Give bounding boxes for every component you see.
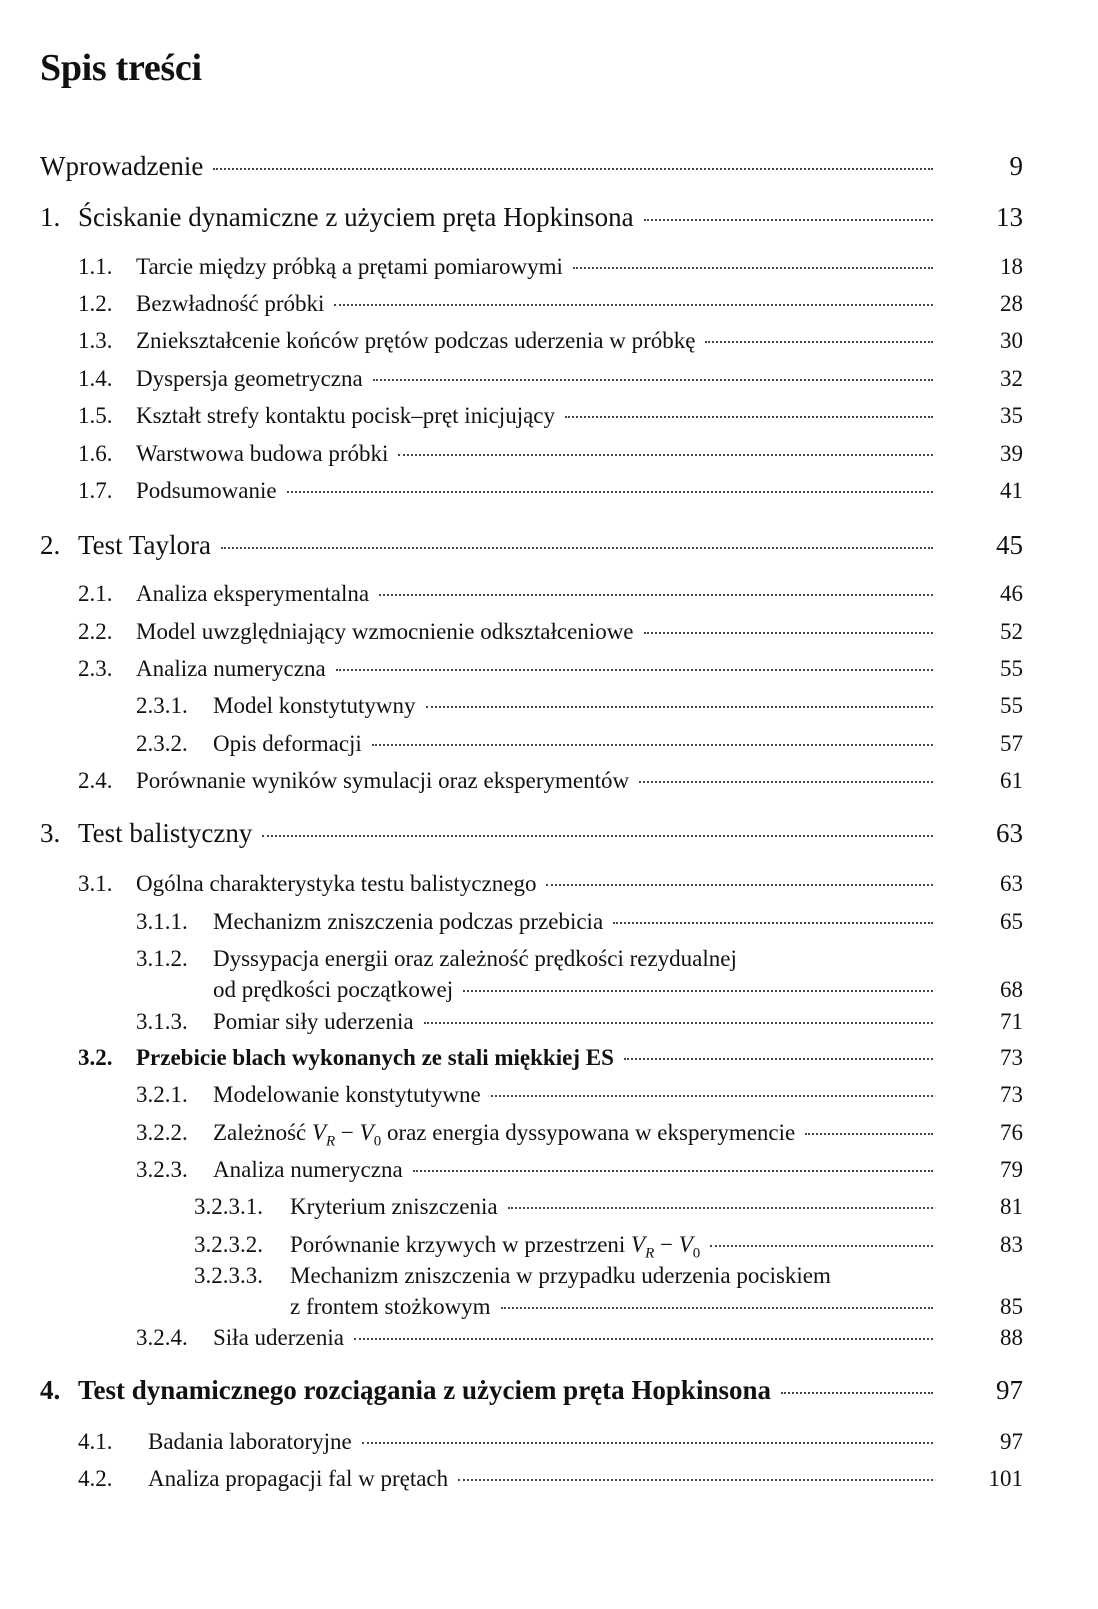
toc-entry-title: Przebicie blach wykonanych ze stali miękkiej ES: [136, 1045, 614, 1070]
toc-page-number: 32: [1000, 366, 1023, 391]
toc-page-number: 83: [1000, 1232, 1023, 1257]
toc-entry-title-text: Zależność: [213, 1120, 312, 1145]
toc-entry-title: Zniekształcenie końców prętów podczas uderzenia w próbkę: [136, 328, 696, 353]
formula-v-0: V: [678, 1232, 693, 1257]
toc-entry-number: 1.: [40, 202, 61, 232]
toc-entry-number: 1.4.: [78, 366, 113, 391]
toc-entry-title: Test balistyczny: [78, 818, 253, 848]
toc-entry-title: Opis deformacji: [213, 731, 362, 756]
toc-entry-title: Ściskanie dynamiczne z użyciem pręta Hopkinsona: [78, 202, 634, 232]
toc-page-number: 101: [988, 1466, 1023, 1491]
toc-entry-number: 3.2.2.: [136, 1120, 188, 1145]
page-title: Spis treści: [40, 47, 202, 89]
toc-page-number: 39: [1000, 441, 1023, 466]
toc-entry-number: 1.7.: [78, 478, 113, 503]
toc-entry-title: Porównanie wyników symulacji oraz eksperymentów: [136, 768, 630, 793]
toc-entry-title: Analiza propagacji fal w prętach: [148, 1466, 449, 1491]
toc-entry-title: Wprowadzenie: [40, 151, 204, 181]
toc-entry-number: 1.6.: [78, 441, 113, 466]
toc-entry-number: 4.2.: [78, 1466, 113, 1491]
toc-entry-number: 3.2.3.3.: [194, 1263, 263, 1288]
formula-v-0-sub: 0: [373, 1133, 382, 1150]
toc-entry-number: 2.4.: [78, 768, 113, 793]
toc-page-number: 73: [1000, 1082, 1023, 1107]
toc-page-number: 9: [1009, 151, 1023, 181]
toc-entry-number: 1.3.: [78, 328, 113, 353]
toc-entry-title: Kształt strefy kontaktu pocisk–pręt inicjujący: [136, 403, 555, 428]
toc-page-number: 28: [1000, 291, 1023, 316]
formula-v-r: V: [631, 1232, 646, 1257]
formula-v-0: V: [359, 1120, 374, 1145]
toc-page-number: 88: [1000, 1325, 1023, 1350]
toc-page-number: 55: [1000, 693, 1023, 718]
formula-minus: −: [335, 1120, 360, 1145]
toc-entry-title-text: oraz energia dyssypowana w eksperymencie: [381, 1120, 796, 1145]
toc-entry-title: Warstwowa budowa próbki: [136, 441, 389, 466]
toc-entry-number: 3.1.1.: [136, 909, 188, 934]
toc-page-number: 41: [1000, 478, 1023, 503]
toc-entry-title: Modelowanie konstytutywne: [213, 1082, 481, 1107]
toc-entry-number: 1.2.: [78, 291, 113, 316]
formula-minus: −: [654, 1232, 679, 1257]
toc-page-number: 71: [1000, 1009, 1023, 1034]
toc-entry-number: 3.1.2.: [136, 946, 188, 971]
toc-entry-title: Model uwzględniający wzmocnienie odkształceniowe: [136, 619, 634, 644]
toc-entry-title: Kryterium zniszczenia: [290, 1194, 498, 1219]
toc-entry-number: 4.1.: [78, 1429, 113, 1454]
toc-page-number: 97: [996, 1375, 1023, 1405]
toc-page-number: 18: [1000, 254, 1023, 279]
formula-v-0-sub: 0: [692, 1245, 701, 1262]
toc-entry-title: Mechanizm zniszczenia w przypadku uderzenia pociskiem: [290, 1263, 831, 1288]
toc-entry-title: Model konstytutywny: [213, 693, 416, 718]
toc-entry-title: Pomiar siły uderzenia: [213, 1009, 414, 1034]
toc-entry-number: 1.1.: [78, 254, 113, 279]
toc-page-number: 45: [996, 530, 1023, 560]
toc-entry-number: 1.5.: [78, 403, 113, 428]
toc-page-number: 63: [996, 818, 1023, 848]
toc-page-number: 61: [1000, 768, 1023, 793]
toc-entry-title: Podsumowanie: [136, 478, 277, 503]
toc-entry-number: 3.1.3.: [136, 1009, 188, 1034]
toc-page-number: 81: [1000, 1194, 1023, 1219]
toc-page-number: 52: [1000, 619, 1023, 644]
toc-entry-title-text: Porównanie krzywych w przestrzeni: [290, 1232, 632, 1257]
toc-page-number: 79: [1000, 1157, 1023, 1182]
toc-page-number: 57: [1000, 731, 1023, 756]
toc-entry-number: 2.: [40, 530, 61, 560]
toc-entry-title: Tarcie między próbką a prętami pomiarowymi: [136, 254, 563, 279]
toc-entry-number: 3.2.4.: [136, 1325, 188, 1350]
formula-v-r: V: [311, 1120, 327, 1145]
toc-page-number: 76: [1000, 1120, 1023, 1145]
toc-entry-number: 2.2.: [78, 619, 113, 644]
toc-entry-title: Analiza numeryczna: [136, 656, 326, 681]
toc-page-number: 97: [1000, 1429, 1023, 1454]
toc-entry-number: 3.2.: [78, 1045, 113, 1070]
toc-page-number: 13: [996, 202, 1023, 232]
toc-page-number: 63: [1000, 871, 1023, 896]
toc-entry-title: Mechanizm zniszczenia podczas przebicia: [213, 909, 604, 934]
toc-entry-title: Dyspersja geometryczna: [136, 366, 363, 391]
toc-entry-number: 3.2.3.1.: [194, 1194, 263, 1219]
formula-v-r-sub: R: [645, 1245, 655, 1262]
toc-entry-number: 3.2.3.2.: [194, 1232, 263, 1257]
toc-entry[interactable]: [136, 946, 737, 972]
toc-page-number: 68: [1000, 977, 1023, 1002]
toc-entry-title: Test dynamicznego rozciągania z użyciem pręta Hopkinsona: [78, 1375, 771, 1405]
toc-entry-title: Bezwładność próbki: [136, 291, 325, 316]
toc-entry-title: Dyssypacja energii oraz zależność prędkości rezydualnej: [213, 946, 737, 971]
toc-entry-number: 3.: [40, 818, 61, 848]
toc-page-number: 30: [1000, 328, 1023, 353]
toc-entry-title: Analiza eksperymentalna: [136, 581, 370, 606]
toc-entry-number: 2.3.2.: [136, 731, 188, 756]
toc-entry-title-continued: od prędkości początkowej: [213, 977, 454, 1002]
toc-entry-title: Siła uderzenia: [213, 1325, 344, 1350]
formula-v-r-sub: R: [326, 1133, 336, 1150]
toc-entry-title: Ogólna charakterystyka testu balistycznego: [136, 871, 537, 896]
toc-entry-title-continued: z frontem stożkowym: [290, 1294, 491, 1319]
toc-entry-number: 3.1.: [78, 871, 113, 896]
toc-page-number: 46: [1000, 581, 1023, 606]
toc-entry-number: 4.: [40, 1375, 61, 1405]
toc-entry-number: 2.3.: [78, 656, 113, 681]
toc-entry-title: Test Taylora: [78, 530, 211, 560]
toc-page-number: 55: [1000, 656, 1023, 681]
toc-entry-number: 2.1.: [78, 581, 113, 606]
toc-entry-number: 2.3.1.: [136, 693, 188, 718]
toc-entry[interactable]: [194, 1263, 831, 1289]
toc-page-number: 73: [1000, 1045, 1023, 1070]
toc-entry-title: Badania laboratoryjne: [148, 1429, 352, 1454]
toc-page-number: 65: [1000, 909, 1023, 934]
toc-entry-title: Analiza numeryczna: [213, 1157, 403, 1182]
toc-page-number: 85: [1000, 1294, 1023, 1319]
toc-page-number: 35: [1000, 403, 1023, 428]
toc-entry-number: 3.2.3.: [136, 1157, 188, 1182]
toc-entry-number: 3.2.1.: [136, 1082, 188, 1107]
